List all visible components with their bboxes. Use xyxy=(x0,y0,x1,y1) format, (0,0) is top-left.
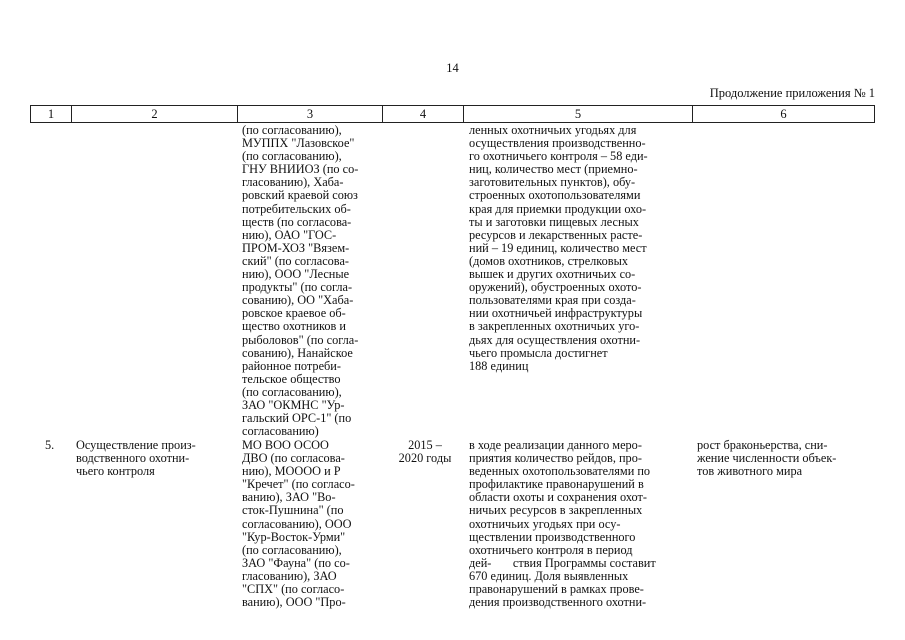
text-line: согласованию) xyxy=(242,424,319,439)
text-line: тов животного мира xyxy=(697,464,803,479)
text-line: (домов охотников, стрелковых xyxy=(469,253,629,268)
text-line: ниц, количество мест (приемно- xyxy=(469,162,638,177)
text-line: (по согласованию), xyxy=(242,384,342,399)
text-line: ничьих ресурсов в закрепленных xyxy=(469,503,643,518)
text-line: в закрепленных охотничьих уго- xyxy=(469,319,640,334)
text-line: районное потреби- xyxy=(242,358,341,373)
text-line: водственного охотни- xyxy=(76,451,190,466)
text-line: жение численности объек- xyxy=(697,451,837,466)
text-line: строенных охотопользователями xyxy=(469,188,641,203)
text-line: сованию), Нанайское xyxy=(242,345,353,360)
text-line: ний – 19 единиц, количество мест xyxy=(469,240,647,255)
text-line: ДВО (по согласова- xyxy=(242,451,345,466)
text-line: области охоты и сохранения охот- xyxy=(469,490,648,505)
text-line: ровское краевое об- xyxy=(242,306,346,321)
row-2-item-number: 5. xyxy=(45,438,55,452)
header-divider xyxy=(237,106,238,122)
text-line: правонарушений в рамках прове- xyxy=(469,582,644,597)
continuation-label: Продолжение приложения № 1 xyxy=(709,86,875,100)
row-2-col-3 xyxy=(242,439,392,609)
text-line: гласованию), Хаба- xyxy=(242,175,344,190)
text-line: рост браконьерства, сни- xyxy=(697,438,828,452)
row-2-col-6 xyxy=(697,439,877,478)
text-line: ский" (по согласова- xyxy=(242,253,350,268)
header-col-4: 4 xyxy=(419,107,427,121)
text-line: оружений), обустроенных охото- xyxy=(469,280,642,295)
header-col-2: 2 xyxy=(151,107,158,121)
table-header-row xyxy=(30,105,875,123)
text-line: профилактике правонарушений в xyxy=(469,477,644,492)
text-line: ванию), ЗАО "Во- xyxy=(242,490,336,505)
header-divider xyxy=(382,106,383,122)
text-line: ты и заготовки пищевых лесных xyxy=(469,214,639,229)
text-line: ГНУ ВНИИОЗ (по со- xyxy=(242,162,359,177)
text-line: (по согласованию), xyxy=(242,149,342,164)
text-line: (по согласованию), xyxy=(242,123,342,137)
text-line: 2020 годы xyxy=(398,451,452,466)
row-1-col-3 xyxy=(242,124,392,438)
text-line: ществлении производственного xyxy=(469,529,636,544)
text-line: нию), МОООО и Р xyxy=(242,464,341,479)
text-line: (по согласованию), xyxy=(242,542,342,557)
text-line: веденных охотопользователями по xyxy=(469,464,651,479)
text-line: потребительских об- xyxy=(242,201,351,216)
text-line: ресурсов и лекарственных расте- xyxy=(469,227,643,242)
text-line: чьего промысла достигнет xyxy=(469,345,608,360)
header-col-1: 1 xyxy=(47,107,55,121)
text-line: Осуществление произ- xyxy=(76,438,196,452)
text-line: ществ (по согласова- xyxy=(242,214,352,229)
row-2-col-5 xyxy=(469,439,699,609)
text-line: МУППХ "Лазовское" xyxy=(242,136,355,151)
text-line: дения производственного охотни- xyxy=(469,595,647,610)
text-line: охотничьих угодьях при осу- xyxy=(469,516,621,531)
text-line: нии охотничьей инфраструктуры xyxy=(469,306,643,321)
text-line: вышек и других охотничьих со- xyxy=(469,267,636,282)
row-2-col-4 xyxy=(385,439,465,465)
text-line: тельское общество xyxy=(242,371,341,386)
text-line: щество охотников и xyxy=(242,319,347,334)
header-divider xyxy=(71,106,72,122)
header-col-3: 3 xyxy=(306,107,314,121)
header-col-6: 6 xyxy=(780,107,787,121)
text-line: 670 единиц. Доля выявленных xyxy=(469,568,629,583)
text-line: нию), ООО "Лесные xyxy=(242,267,350,282)
text-line: сток-Пушнина" (по xyxy=(242,503,344,518)
page-number: 14 xyxy=(446,61,459,75)
text-line: пользователями края при созда- xyxy=(469,293,636,308)
text-line: рыболовов" (по согла- xyxy=(242,332,359,347)
text-line: дей- ствия Программы составит xyxy=(469,555,656,570)
text-line: "Кречет" (по согласо- xyxy=(242,477,355,492)
text-line: "Кур-Восток-Урми" xyxy=(242,529,346,544)
text-line: согласованию), ООО xyxy=(242,516,352,531)
row-1-col-5 xyxy=(469,124,699,373)
text-line: охотничьего контроля в период xyxy=(469,542,633,557)
row-2-col-2 xyxy=(76,439,236,478)
text-line: продукты" (по согла- xyxy=(242,280,353,295)
text-line: приятия количество рейдов, про- xyxy=(469,451,642,466)
text-line: сованию), ОО "Хаба- xyxy=(242,293,354,308)
header-divider xyxy=(692,106,693,122)
text-line: ленных охотничьих угодьях для xyxy=(469,123,637,137)
text-line: края для приемки продукции охо- xyxy=(469,201,647,216)
text-line: заготовительных пунктов), обу- xyxy=(469,175,636,190)
text-line: нию), ОАО "ГОС- xyxy=(242,227,337,242)
text-line: осуществления производственно- xyxy=(469,136,646,151)
header-col-5: 5 xyxy=(574,107,582,121)
text-line: ЗАО "ОКМНС "Ур- xyxy=(242,397,345,412)
text-line: 2015 – xyxy=(408,438,442,452)
text-line: МО ВОО ОСОО xyxy=(242,438,329,452)
text-line: 188 единиц xyxy=(469,358,529,373)
text-line: ЗАО "Фауна" (по со- xyxy=(242,555,350,570)
text-line: гласованию), ЗАО xyxy=(242,568,337,583)
text-line: гальский ОРС-1" (по xyxy=(242,411,352,426)
text-line: ПРОМ-ХОЗ "Вязем- xyxy=(242,240,350,255)
text-line: чьего контроля xyxy=(76,464,155,479)
text-line: "СПХ" (по согласо- xyxy=(242,582,345,597)
text-line: ровский краевой союз xyxy=(242,188,358,203)
text-line: го охотничьего контроля – 58 еди- xyxy=(469,149,648,164)
text-line: в ходе реализации данного меро- xyxy=(469,438,642,452)
text-line: дьях для осуществления охотни- xyxy=(469,332,641,347)
header-divider xyxy=(463,106,464,122)
text-line: ванию), ООО "Про- xyxy=(242,595,346,610)
